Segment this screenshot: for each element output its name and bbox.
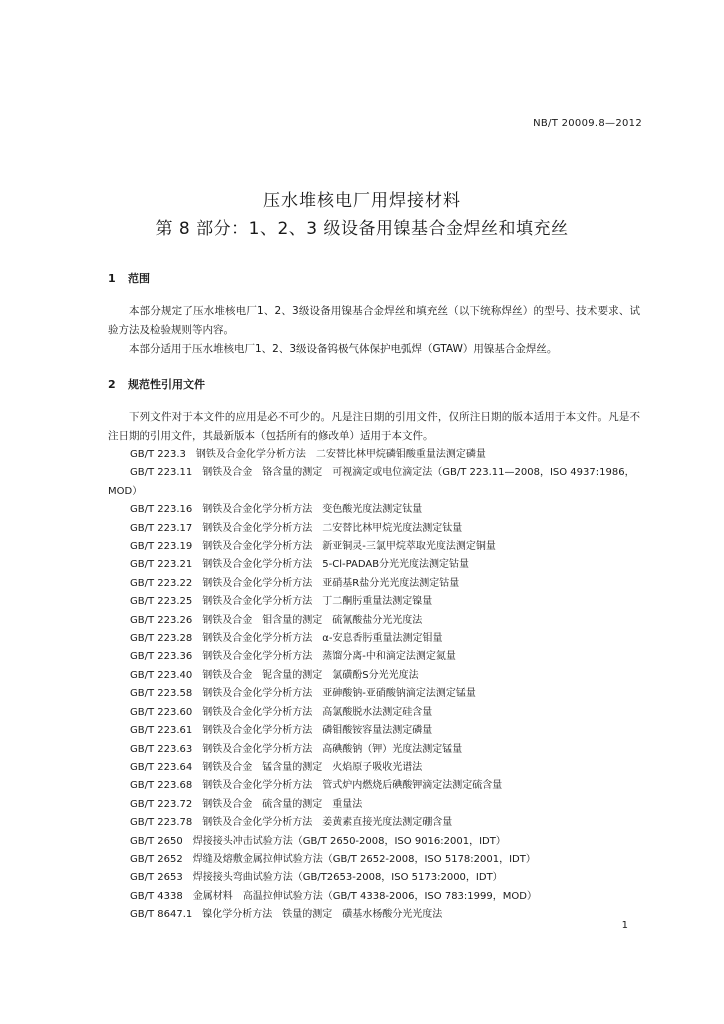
reference-item: GB/T 223.72 钢铁及合金 硫含量的测定 重量法 xyxy=(130,798,363,810)
reference-item: GB/T 223.11 钢铁及合金 铬含量的测定 可视滴定或电位滴定法（GB/T 223.11—2008，ISO 4937:1986，MOD） xyxy=(108,467,635,497)
reference-item: GB/T 223.17 钢铁及合金化学分析方法 二安替比林甲烷光度法测定钛量 xyxy=(130,522,463,534)
reference-item: GB/T 223.78 钢铁及合金化学分析方法 姜黄素直接光度法测定硼含量 xyxy=(130,817,453,829)
reference-item: GB/T 223.36 钢铁及合金化学分析方法 蒸馏分离-中和滴定法测定氮量 xyxy=(130,651,456,663)
reference-item: GB/T 223.28 钢铁及合金化学分析方法 α-安息香肟重量法测定钼量 xyxy=(130,633,443,645)
section-title: 规范性引用文件 xyxy=(128,378,205,391)
reference-item: GB/T 223.40 钢铁及合金 铌含量的测定 氯磺酚S分光光度法 xyxy=(130,669,419,681)
section-number: 2 xyxy=(108,378,116,391)
document-title: 压水堆核电厂用焊接材料 xyxy=(263,191,461,211)
standard-code: NB/T 20009.8—2012 xyxy=(533,118,642,129)
reference-item: GB/T 2653 焊接接头弯曲试验方法（GB/T2653-2008，ISO 5173:2000，IDT） xyxy=(130,872,503,884)
section-1-heading xyxy=(108,270,150,286)
scope-paragraph-1: 本部分规定了压水堆核电厂1、2、3级设备用镍基合金焊丝和填充丝（以下统称焊丝）的型号、技术要求、试验方法及检验规则等内容。 xyxy=(108,305,640,336)
reference-item: GB/T 223.21 钢铁及合金化学分析方法 5-Cl-PADAB分光光度法测定钴量 xyxy=(130,559,470,571)
reference-item: GB/T 223.58 钢铁及合金化学分析方法 亚砷酸钠-亚硝酸钠滴定法测定锰量 xyxy=(130,688,476,700)
section-2-heading xyxy=(108,376,205,392)
reference-item: GB/T 223.25 钢铁及合金化学分析方法 丁二酮肟重量法测定镍量 xyxy=(130,596,433,608)
scope-paragraph-2: 本部分适用于压水堆核电厂1、2、3级设备钨极气体保护电弧焊（GTAW）用镍基合金焊丝。 xyxy=(129,343,558,355)
section-title: 范围 xyxy=(128,272,150,285)
reference-item: GB/T 223.63 钢铁及合金化学分析方法 高碘酸钠（钾）光度法测定锰量 xyxy=(130,743,463,755)
reference-item: GB/T 223.22 钢铁及合金化学分析方法 亚硝基R盐分光光度法测定钴量 xyxy=(130,577,460,589)
reference-item: GB/T 223.60 钢铁及合金化学分析方法 高氯酸脱水法测定硅含量 xyxy=(130,706,433,718)
page-number: 1 xyxy=(621,920,628,931)
reference-item: GB/T 223.61 钢铁及合金化学分析方法 磷钼酸铵容量法测定磷量 xyxy=(130,725,433,737)
normative-intro: 下列文件对于本文件的应用是必不可少的。凡是注日期的引用文件，仅所注日期的版本适用于本文件。凡是不注日期的引用文件，其最新版本（包括所有的修改单）适用于本文件。 xyxy=(108,411,640,442)
reference-item: GB/T 223.26 钢铁及合金 钼含量的测定 硫氰酸盐分光光度法 xyxy=(130,614,423,626)
document-subtitle: 第 8 部分：1、2、3 级设备用镍基合金焊丝和填充丝 xyxy=(155,219,569,239)
section-number: 1 xyxy=(108,272,116,285)
reference-item: GB/T 223.3 钢铁及合金化学分析方法 二安替比林甲烷磷钼酸重量法测定磷量 xyxy=(130,449,486,460)
reference-item: GB/T 4338 金属材料 高温拉伸试验方法（GB/T 4338-2006，ISO 783:1999，MOD） xyxy=(130,890,537,902)
reference-item: GB/T 223.16 钢铁及合金化学分析方法 变色酸光度法测定钛量 xyxy=(130,504,423,516)
reference-item: GB/T 2652 焊缝及熔敷金属拉伸试验方法（GB/T 2652-2008，ISO 5178:2001，IDT） xyxy=(130,853,536,865)
reference-item: GB/T 223.68 钢铁及合金化学分析方法 管式炉内燃烧后碘酸钾滴定法测定硫含量 xyxy=(130,780,503,792)
reference-item: GB/T 223.64 钢铁及合金 锰含量的测定 火焰原子吸收光谱法 xyxy=(130,761,423,773)
reference-item: GB/T 223.19 钢铁及合金化学分析方法 新亚铜灵-三氯甲烷萃取光度法测定铜量 xyxy=(130,541,496,553)
reference-item: GB/T 8647.1 镍化学分析方法 铁量的测定 磺基水杨酸分光光度法 xyxy=(130,909,443,921)
reference-item: GB/T 2650 焊接接头冲击试验方法（GB/T 2650-2008，ISO 9016:2001，IDT） xyxy=(130,835,506,847)
reference-list xyxy=(108,446,648,925)
